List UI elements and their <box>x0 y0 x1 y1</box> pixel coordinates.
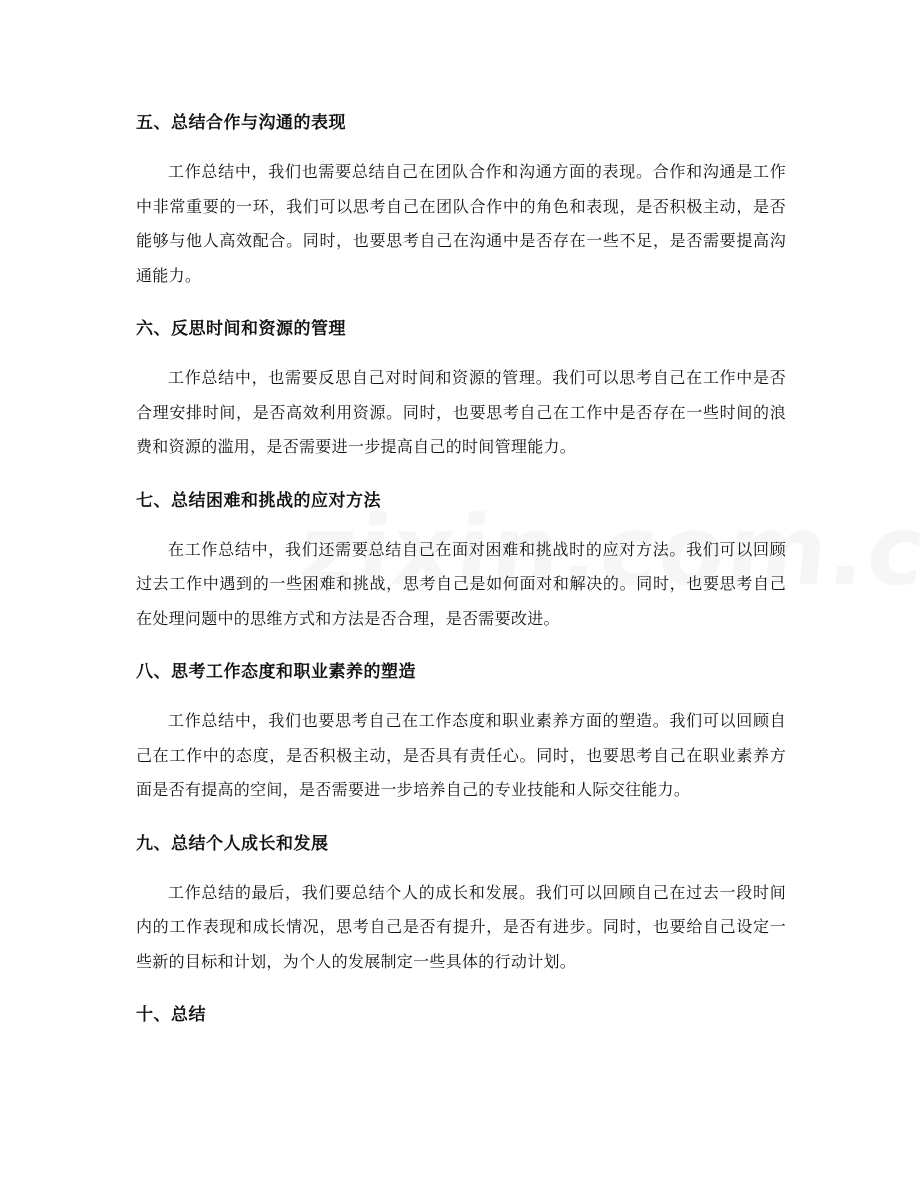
section-body: 工作总结的最后，我们要总结个人的成长和发展。我们可以回顾自己在过去一段时间内的工作表现和成长情况，思考自己是否有提升，是否有进步。同时，也要给自己设定一些新的目标和计划，为个人的发展制定一些具体的行动计划。 <box>136 882 786 971</box>
section-body: 在工作总结中，我们还需要总结自己在面对困难和挑战时的应对方法。我们可以回顾过去工作中遇到的一些困难和挑战，思考自己是如何面对和解决的。同时，也要思考自己在处理问题中的思维方式和方法是否合理，是否需要改进。 <box>136 539 786 628</box>
section-10 <box>136 995 786 1035</box>
section-7 <box>136 481 786 637</box>
section-title: 七、总结困难和挑战的应对方法 <box>136 490 381 511</box>
section-5 <box>136 103 786 293</box>
section-title: 十、总结 <box>136 1005 206 1025</box>
section-body: 工作总结中，我们也需要总结自己在团队合作和沟通方面的表现。合作和沟通是工作中非常重要的一环，我们可以思考自己在团队合作中的角色和表现，是否积极主动，是否能够与他人高效配合。同时，也要思考自己在沟通中是否存在一些不足，是否需要提高沟通能力。 <box>136 162 786 285</box>
section-title: 九、总结个人成长和发展 <box>136 833 329 854</box>
section-body: 工作总结中，也需要反思自己对时间和资源的管理。我们可以思考自己在工作中是否合理安排时间，是否高效利用资源。同时，也要思考自己在工作中是否存在一些时间的浪费和资源的滥用，是否需要进一步提高自己的时间管理能力。 <box>136 368 786 456</box>
section-title: 八、思考工作态度和职业素养的塑造 <box>136 662 416 682</box>
section-9 <box>136 824 786 980</box>
section-6 <box>136 309 786 465</box>
section-8 <box>136 652 786 808</box>
section-title: 六、反思时间和资源的管理 <box>136 319 346 339</box>
section-body: 工作总结中，我们也要思考自己在工作态度和职业素养方面的塑造。我们可以回顾自己在工作中的态度，是否积极主动，是否具有责任心。同时，也要思考自己在职业素养方面是否有提高的空间，是否需要进一步培养自己的专业技能和人际交往能力。 <box>136 711 786 799</box>
document-page <box>136 103 786 1035</box>
section-title: 五、总结合作与沟通的表现 <box>136 113 346 133</box>
